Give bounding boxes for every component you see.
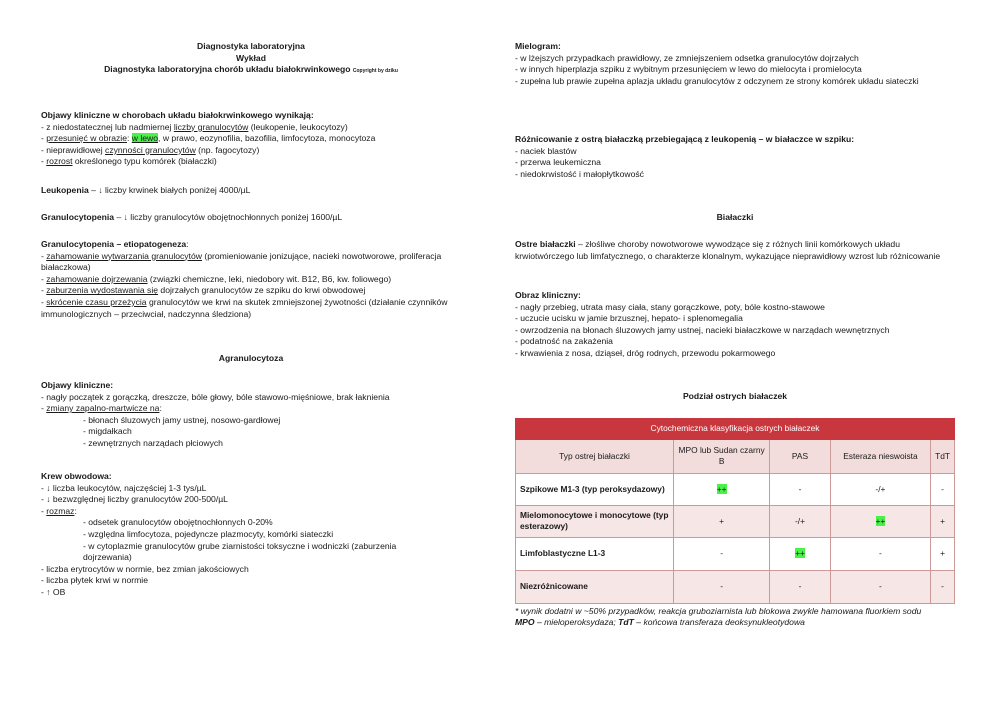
mielogram-section: Mielogram: - w lżejszych przypadkach prawidłowy, ze zmniejszeniem odsetka granulocytów dojrzałych - w innych hiperplazja szpiku z wybitnym przesunięciem w lewo do mielocyta i promielocyta - zupełna lub prawie zupełna aplazja układu granulocytów z odczynem ze strony komórek układu siateczki [515, 41, 919, 86]
table-row: Niezróżnicowane - - - - [516, 570, 955, 603]
obraz-kliniczny: Obraz kliniczny: - nagły przebieg, utrata masy ciała, stany gorączkowe, poty, bóle kostno-stawowe - uczucie ucisku w jamie brzusznej, hepato- i splenomegalia - owrzodzenia na błonach śluzowych jamy ustnej, nacieki białaczkowe w narządach wewnętrznych - podatność na zakażenia - krwawienia z nosa, dziąseł, dróg rodnych, przewodu pokarmowego [515, 290, 890, 358]
table-header: Typ ostrej białaczki [516, 439, 674, 473]
table-header: Esteraza nieswoista [830, 439, 930, 473]
krew-obwodowa: Krew obwodowa: - ↓ liczba leukocytów, najczęściej 1-3 tys/µL - ↓ bezwzględnej liczby granulocytów 200-500/µL - rozmaz: - odsetek granulocytów obojętnochłonnych 0-20% - względna limfocytoza, pojedyncze plazmocyty, komórki siateczki - w cytoplazmie granulocytów grube ziarnistości toksyczne i wodniczki (zaburzenia dojrzewania) - liczba erytrocytów w normie, bez zmian jakościowych - liczba płytek krwi w normie - ↑ OB [41, 471, 397, 597]
table-abbreviations: MPO – mieloperoksydaza; TdT – końcowa transferaza deoksynukleotydowa [515, 617, 805, 628]
table-caption: Cytochemiczna klasyfikacja ostrych białaczek [516, 419, 955, 440]
granulocytopenia-def: Granulocytopenia – ↓ liczby granulocytów obojętnochłonnych poniżej 1600/µL [41, 212, 343, 222]
etiopatogeneza-section: Granulocytopenia – etiopatogeneza: - zahamowanie wytwarzania granulocytów (promieniowanie jonizujące, nacieki nowotworowe, proliferacja białaczkowa) - zahamowanie dojrzewania (związki chemiczne, leki, niedobory wit. B12, B6, kw. foliowego) - zaburzenia wydostawania się dojrzałych granulocytów ze szpiku do krwi obwodowej - skrócenie czasu przeżycia granulocytów we krwi na skutek zmniejszonej żywotności (działanie czynników immunologicznych – przeciwciał, nadczynna śledziona) [41, 239, 448, 319]
table-header: TdT [931, 439, 955, 473]
leukopenia-def: Leukopenia – ↓ liczby krwinek białych poniżej 4000/µL [41, 185, 251, 195]
table-row: Mielomonocytowe i monocytowe (typ esterazowy) + -/+ ++ + [516, 505, 955, 537]
agranulocytoza-objawy: Objawy kliniczne: - nagły początek z gorączką, dreszcze, bóle głowy, bóle stawowo-mięśniowe, brak łaknienia - zmiany zapalno-martwicze na: - błonach śluzowych jamy ustnej, nosowo-gardłowej - migdałkach - zewnętrznych narządach płciowych [41, 380, 390, 448]
agranulocytoza-heading: Agranulocytoza [218, 353, 284, 363]
ostre-bialaczki-def: Ostre białaczki – złośliwe choroby nowotworowe wywodzące się z różnych linii komórkowych układu krwiotwórczego lub limfatycznego, o charakterze klonalnym, wykazujące nieprawidłowy wzrost lub różnicowanie [515, 239, 941, 261]
table-row: Limfoblastyczne L1-3 - ++ - + [516, 537, 955, 570]
roznicowanie-section: Różnicowanie z ostrą białaczką przebiegającą z leukopenią – w białaczce w szpiku: - naciek blastów - przerwa leukemiczna - niedokrwistość i małopłytkowość [515, 134, 855, 179]
doc-title: Diagnostyka laboratoryjna Wykład Diagnostyka laboratoryjna chorób układu białokrwinkowego Copyright by dziku [104, 41, 398, 75]
bialaczki-heading: Białaczki [716, 212, 754, 222]
podzial-heading: Podział ostrych białaczek [682, 391, 788, 401]
table-row: Szpikowe M1-3 (typ peroksydazowy) ++ - -/+ - [516, 473, 955, 505]
table-header: MPO lub Sudan czarny B [674, 439, 770, 473]
table-header: PAS [770, 439, 831, 473]
objawy-section: Objawy kliniczne w chorobach układu białokrwinkowego wynikają: - z niedostatecznej lub nadmiernej liczby granulocytów (leukopenie, leukocytozy) - przesunięć w obrazie: w lewo, w prawo, eozynofilia, bazofilia, limfocytoza, monocytoza - nieprawidłowej czynności granulocytów (np. fagocytozy) - rozrost określonego typu komórek (białaczki) [41, 110, 376, 167]
classification-table [515, 418, 955, 629]
table-footnote: * wynik dodatni w ~50% przypadków, reakcja gruboziarnista lub blokowa zwykle hamowana fluorkiem sodu [515, 605, 922, 616]
